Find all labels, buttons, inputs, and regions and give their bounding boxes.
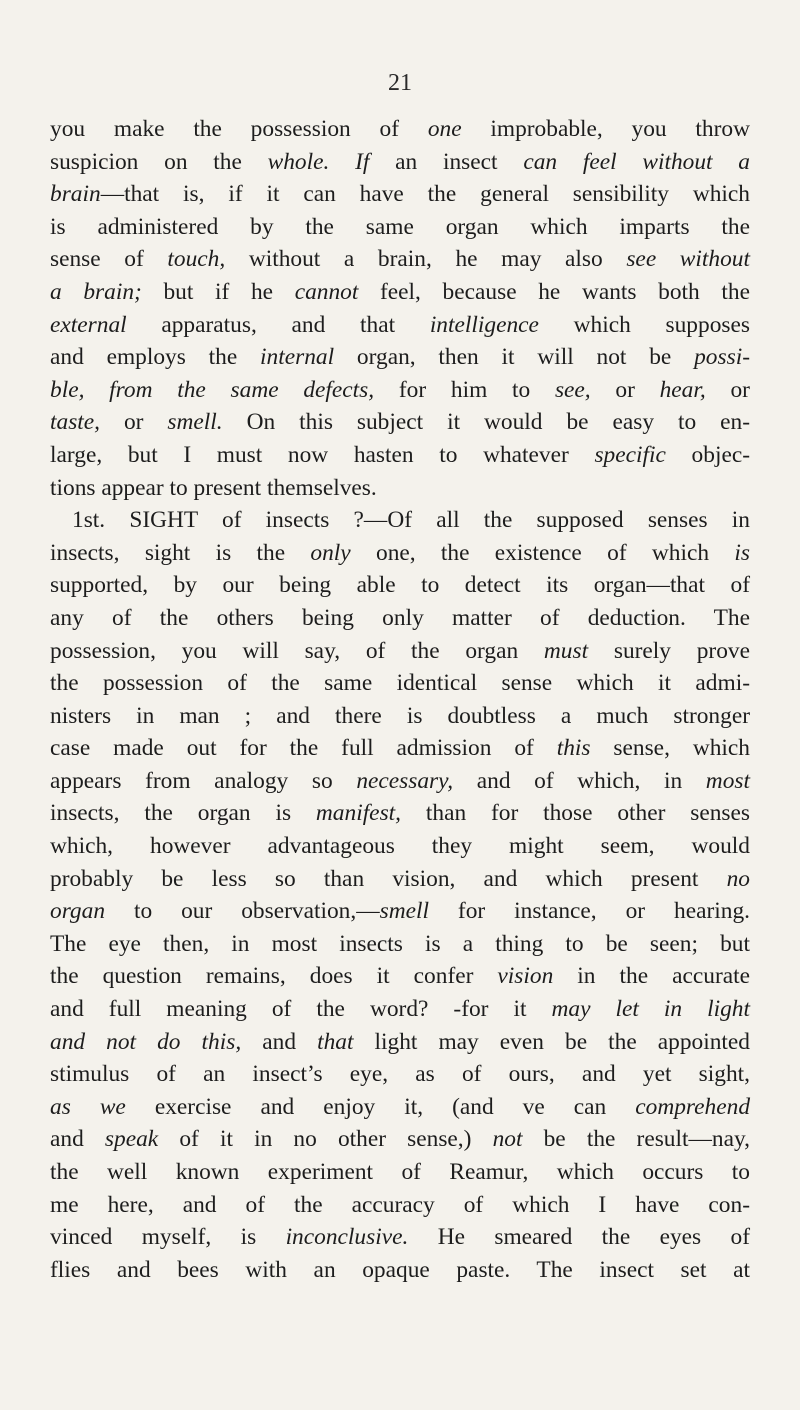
italic-text: organ bbox=[50, 898, 106, 925]
text-segment: without a brain, he may also bbox=[225, 246, 627, 273]
text-line bbox=[50, 602, 750, 635]
text-line bbox=[50, 960, 750, 993]
text-segment: nisters in man ; and there is doubtless a much stronger bbox=[50, 702, 750, 729]
text-line bbox=[50, 472, 750, 505]
italic-text: manifest, bbox=[315, 800, 402, 827]
text-line bbox=[50, 309, 750, 342]
italic-text: brain bbox=[50, 181, 101, 208]
text-line bbox=[50, 1026, 750, 1059]
text-segment: for instance, or hearing. bbox=[428, 898, 750, 925]
text-line bbox=[50, 276, 750, 309]
text-segment: insects, the organ is bbox=[50, 800, 316, 827]
text-line bbox=[50, 504, 750, 537]
text-line bbox=[50, 178, 750, 211]
text-segment: large, but I must now hasten to whatever bbox=[50, 441, 595, 468]
text-line bbox=[50, 1221, 750, 1254]
italic-text: most bbox=[705, 767, 750, 794]
text-line bbox=[50, 1091, 750, 1124]
text-segment bbox=[329, 149, 355, 175]
text-segment: one, the existence of which bbox=[350, 539, 735, 566]
italic-text: and not do this, bbox=[50, 1028, 242, 1055]
text-line bbox=[50, 1156, 750, 1189]
text-segment: feel, because he wants both the bbox=[358, 278, 750, 305]
italic-text: necessary, bbox=[356, 767, 454, 794]
text-segment: light may even be the appointed bbox=[353, 1028, 751, 1055]
text-segment: the well known experiment of Reamur, which occurs to bbox=[50, 1159, 750, 1185]
text-segment: which supposes bbox=[538, 311, 750, 338]
italic-text: must bbox=[543, 637, 589, 664]
text-segment: sense of bbox=[50, 246, 168, 273]
italic-text: comprehend bbox=[635, 1093, 751, 1120]
italic-text: If bbox=[355, 148, 370, 175]
text-line bbox=[50, 341, 750, 374]
text-segment: improbable, you throw bbox=[461, 116, 750, 142]
text-segment: the possession of the same identical sense which it admi- bbox=[50, 670, 750, 697]
italic-text: smell bbox=[379, 898, 429, 925]
italic-text: is bbox=[734, 539, 750, 566]
text-segment: be the result—nay, bbox=[522, 1126, 750, 1153]
text-line bbox=[50, 863, 750, 896]
italic-text: a brain; bbox=[50, 278, 142, 305]
italic-text: inconclusive. bbox=[285, 1224, 409, 1251]
text-segment: and bbox=[241, 1028, 318, 1055]
italic-text: see without bbox=[626, 246, 750, 273]
text-segment: The eye then, in most insects is a thing to be seen; but bbox=[50, 930, 750, 957]
italic-text: speak bbox=[104, 1126, 159, 1153]
text-segment: exercise and enjoy it, (and ve can bbox=[125, 1093, 636, 1120]
italic-text: cannot bbox=[294, 278, 359, 305]
text-segment: suspicion on the bbox=[50, 148, 268, 175]
text-line bbox=[50, 797, 750, 830]
text-segment: to our observation,— bbox=[105, 898, 380, 925]
text-line bbox=[50, 146, 750, 179]
text-line bbox=[50, 732, 750, 765]
text-segment: sense, which bbox=[590, 735, 750, 762]
text-line bbox=[50, 765, 750, 798]
italic-text: hear, bbox=[659, 376, 706, 403]
text-segment: stimulus of an insect’s eye, as of ours, and yet sight, bbox=[50, 1061, 750, 1088]
text-segment: He smeared the eyes of bbox=[408, 1224, 750, 1251]
text-segment: and of which, in bbox=[453, 767, 706, 794]
text-line bbox=[50, 243, 750, 276]
italic-text: that bbox=[317, 1028, 354, 1055]
page-body-text bbox=[50, 113, 750, 1286]
text-segment: possession, you will say, of the organ bbox=[50, 637, 544, 664]
italic-text: taste, bbox=[50, 409, 101, 436]
italic-text: internal bbox=[260, 344, 335, 371]
italic-text: see, bbox=[554, 376, 591, 403]
italic-text: touch, bbox=[167, 246, 226, 273]
text-line bbox=[50, 569, 750, 602]
text-segment: which, however advantageous they might seem, would bbox=[50, 833, 750, 860]
text-line bbox=[50, 635, 750, 668]
italic-text: as we bbox=[50, 1093, 126, 1120]
text-line bbox=[50, 211, 750, 244]
text-segment: supported, by our being able to detect its organ—that of bbox=[50, 572, 750, 599]
text-segment: me here, and of the accuracy of which I have con- bbox=[50, 1191, 750, 1218]
text-segment: or bbox=[590, 376, 660, 403]
italic-text: from the same defects, bbox=[109, 376, 375, 403]
text-line bbox=[50, 113, 750, 146]
text-line bbox=[50, 667, 750, 700]
text-segment: vinced myself, is bbox=[50, 1224, 286, 1251]
text-segment: for him to bbox=[374, 376, 555, 403]
italic-text: possi- bbox=[694, 344, 750, 371]
text-segment: of it in no other sense,) bbox=[158, 1126, 493, 1153]
text-line bbox=[50, 374, 750, 407]
italic-text: not bbox=[492, 1126, 523, 1153]
text-line bbox=[50, 1058, 750, 1091]
italic-text: this bbox=[556, 735, 591, 762]
text-segment: the question remains, does it confer bbox=[50, 963, 498, 990]
italic-text: only bbox=[310, 539, 351, 566]
italic-text: vision bbox=[497, 963, 554, 990]
text-segment: but if he bbox=[141, 278, 295, 305]
text-segment: or bbox=[705, 376, 750, 403]
italic-text: can feel without a bbox=[523, 148, 750, 175]
text-segment: organ, then it will not be bbox=[334, 344, 695, 371]
italic-text: specific bbox=[594, 441, 666, 468]
text-segment bbox=[84, 377, 109, 403]
italic-text: intelligence bbox=[429, 311, 539, 338]
italic-text: may let in light bbox=[551, 996, 750, 1023]
text-segment: objec- bbox=[665, 441, 750, 468]
text-line bbox=[50, 993, 750, 1026]
text-segment: is administered by the same organ which imparts the bbox=[50, 213, 750, 240]
italic-text: ble, bbox=[50, 376, 85, 403]
text-line bbox=[50, 537, 750, 570]
text-segment: tions appear to present themselves. bbox=[50, 474, 377, 501]
text-line bbox=[50, 1189, 750, 1222]
text-segment: insects, sight is the bbox=[50, 539, 311, 566]
italic-text: external bbox=[50, 311, 127, 338]
text-segment: and bbox=[50, 1126, 105, 1153]
text-segment: flies and bees with an opaque paste. The insect set at bbox=[50, 1256, 750, 1283]
italic-text: no bbox=[726, 865, 750, 892]
text-segment: 1st. SIGHT of insects ?—Of all the supposed senses in bbox=[72, 507, 750, 534]
text-segment: appears from analogy so bbox=[50, 767, 357, 794]
text-segment: an insect bbox=[369, 148, 524, 175]
text-segment: probably be less so than vision, and which present bbox=[50, 865, 727, 892]
italic-text: one bbox=[427, 116, 462, 142]
text-line bbox=[50, 928, 750, 961]
text-segment: or bbox=[100, 409, 168, 436]
text-segment: any of the others being only matter of deduction. The bbox=[50, 604, 750, 631]
text-segment: in the accurate bbox=[553, 963, 750, 990]
text-line bbox=[50, 1254, 750, 1287]
italic-text: whole. bbox=[267, 148, 330, 175]
text-segment: you make the possession of bbox=[50, 116, 428, 142]
text-line bbox=[50, 700, 750, 733]
text-line bbox=[50, 439, 750, 472]
text-segment: than for those other senses bbox=[401, 800, 750, 827]
text-line bbox=[50, 895, 750, 928]
italic-text: smell. bbox=[167, 409, 223, 436]
text-segment: On this subject it would be easy to en- bbox=[222, 409, 750, 436]
text-segment: case made out for the full admission of bbox=[50, 735, 557, 762]
page-number: 21 bbox=[388, 70, 412, 96]
text-line bbox=[50, 830, 750, 863]
text-segment: surely prove bbox=[588, 637, 750, 664]
text-line bbox=[50, 406, 750, 439]
text-segment: —that is, if it can have the general sensibility which bbox=[100, 181, 750, 208]
text-segment: and employs the bbox=[50, 344, 261, 371]
text-segment: apparatus, and that bbox=[126, 311, 430, 338]
text-segment: and full meaning of the word? -for it bbox=[50, 996, 552, 1023]
text-line bbox=[50, 1123, 750, 1156]
